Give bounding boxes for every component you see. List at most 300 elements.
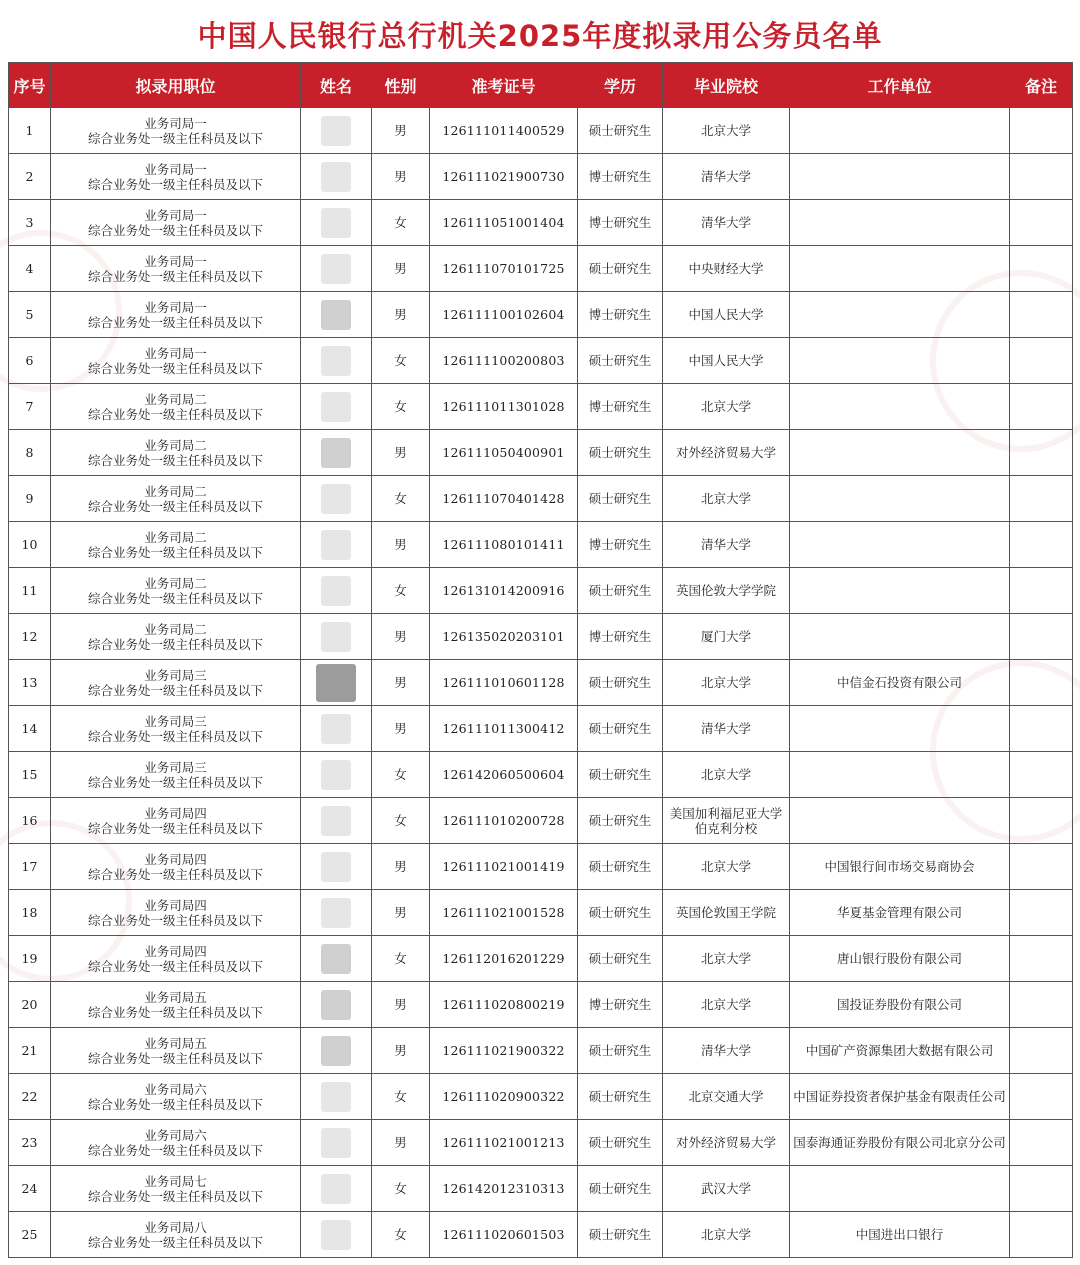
name-cell-redacted <box>301 1120 372 1166</box>
note-cell <box>1010 568 1073 614</box>
table-body <box>9 108 1073 1258</box>
col-header-ticket: 准考证号 <box>430 63 578 108</box>
employer-cell <box>790 430 1010 476</box>
position-dept: 业务司局二 <box>144 391 207 407</box>
position-cell <box>51 292 301 338</box>
name-cell-redacted <box>301 338 372 384</box>
table-row <box>9 614 1073 660</box>
position-cell <box>51 798 301 844</box>
school-cell: 中国人民大学 <box>663 292 790 338</box>
education-cell: 硕士研究生 <box>578 1028 663 1074</box>
table-row <box>9 752 1073 798</box>
redaction-blur <box>321 438 351 468</box>
position-title: 综合业务处一级主任科员及以下 <box>87 912 263 928</box>
gender-cell: 女 <box>372 1074 430 1120</box>
employer-cell: 中信金石投资有限公司 <box>790 660 1010 706</box>
name-cell-redacted <box>301 982 372 1028</box>
table-row <box>9 982 1073 1028</box>
ticket-number-cell: 126142060500604 <box>430 752 578 798</box>
position-dept: 业务司局七 <box>144 1173 207 1189</box>
ticket-number-cell: 126111021900730 <box>430 154 578 200</box>
ticket-number-cell: 126111021001419 <box>430 844 578 890</box>
position-dept: 业务司局二 <box>144 575 207 591</box>
position-dept: 业务司局四 <box>144 851 207 867</box>
position-dept: 业务司局一 <box>144 115 207 131</box>
note-cell <box>1010 936 1073 982</box>
gender-cell: 男 <box>372 108 430 154</box>
row-number: 7 <box>9 384 51 430</box>
ticket-number-cell: 126111100102604 <box>430 292 578 338</box>
employer-cell <box>790 1166 1010 1212</box>
row-number: 19 <box>9 936 51 982</box>
employer-cell: 国投证券股份有限公司 <box>790 982 1010 1028</box>
ticket-number-cell: 126111080101411 <box>430 522 578 568</box>
redaction-blur <box>321 162 351 192</box>
redaction-blur <box>321 990 351 1020</box>
gender-cell: 女 <box>372 1212 430 1258</box>
ticket-number-cell: 126142012310313 <box>430 1166 578 1212</box>
position-dept: 业务司局六 <box>144 1081 207 1097</box>
education-cell: 硕士研究生 <box>578 1212 663 1258</box>
col-header-position: 拟录用职位 <box>51 63 301 108</box>
ticket-number-cell: 126111021900322 <box>430 1028 578 1074</box>
position-title: 综合业务处一级主任科员及以下 <box>87 1050 263 1066</box>
gender-cell: 女 <box>372 752 430 798</box>
position-cell <box>51 338 301 384</box>
row-number: 4 <box>9 246 51 292</box>
gender-cell: 男 <box>372 844 430 890</box>
name-cell-redacted <box>301 246 372 292</box>
position-title: 综合业务处一级主任科员及以下 <box>87 268 263 284</box>
school-cell: 美国加利福尼亚大学伯克利分校 <box>663 798 790 844</box>
position-dept: 业务司局二 <box>144 483 207 499</box>
name-cell-redacted <box>301 476 372 522</box>
name-cell-redacted <box>301 844 372 890</box>
position-cell <box>51 706 301 752</box>
row-number: 5 <box>9 292 51 338</box>
gender-cell: 男 <box>372 706 430 752</box>
gender-cell: 女 <box>372 338 430 384</box>
position-title: 综合业务处一级主任科员及以下 <box>87 360 263 376</box>
employer-cell <box>790 384 1010 430</box>
employer-cell: 中国银行间市场交易商协会 <box>790 844 1010 890</box>
table-row <box>9 522 1073 568</box>
redaction-blur <box>321 760 351 790</box>
position-cell <box>51 430 301 476</box>
redaction-blur <box>316 664 356 702</box>
redaction-blur <box>321 484 351 514</box>
table-row <box>9 154 1073 200</box>
position-cell <box>51 154 301 200</box>
position-dept: 业务司局五 <box>144 989 207 1005</box>
name-cell-redacted <box>301 890 372 936</box>
employer-cell <box>790 154 1010 200</box>
position-dept: 业务司局三 <box>144 759 207 775</box>
note-cell <box>1010 1212 1073 1258</box>
position-title: 综合业务处一级主任科员及以下 <box>87 636 263 652</box>
education-cell: 博士研究生 <box>578 200 663 246</box>
position-title: 综合业务处一级主任科员及以下 <box>87 314 263 330</box>
row-number: 11 <box>9 568 51 614</box>
employer-cell <box>790 200 1010 246</box>
education-cell: 博士研究生 <box>578 384 663 430</box>
table-row <box>9 476 1073 522</box>
row-number: 9 <box>9 476 51 522</box>
position-dept: 业务司局六 <box>144 1127 207 1143</box>
position-title: 综合业务处一级主任科员及以下 <box>87 682 263 698</box>
redaction-blur <box>321 346 351 376</box>
col-header-school: 毕业院校 <box>663 63 790 108</box>
table-row <box>9 568 1073 614</box>
position-dept: 业务司局三 <box>144 667 207 683</box>
row-number: 14 <box>9 706 51 752</box>
ticket-number-cell: 126111051001404 <box>430 200 578 246</box>
row-number: 6 <box>9 338 51 384</box>
employer-cell: 中国矿产资源集团大数据有限公司 <box>790 1028 1010 1074</box>
school-cell: 清华大学 <box>663 200 790 246</box>
employer-cell <box>790 798 1010 844</box>
education-cell: 硕士研究生 <box>578 1074 663 1120</box>
education-cell: 硕士研究生 <box>578 568 663 614</box>
position-cell <box>51 246 301 292</box>
gender-cell: 男 <box>372 660 430 706</box>
table-row <box>9 844 1073 890</box>
education-cell: 硕士研究生 <box>578 798 663 844</box>
ticket-number-cell: 126131014200916 <box>430 568 578 614</box>
position-cell <box>51 890 301 936</box>
redaction-blur <box>321 714 351 744</box>
school-cell: 北京大学 <box>663 936 790 982</box>
gender-cell: 男 <box>372 522 430 568</box>
note-cell <box>1010 1166 1073 1212</box>
gender-cell: 男 <box>372 246 430 292</box>
position-dept: 业务司局一 <box>144 299 207 315</box>
position-title: 综合业务处一级主任科员及以下 <box>87 222 263 238</box>
gender-cell: 男 <box>372 292 430 338</box>
ticket-number-cell: 126111010601128 <box>430 660 578 706</box>
name-cell-redacted <box>301 1028 372 1074</box>
position-cell <box>51 982 301 1028</box>
row-number: 17 <box>9 844 51 890</box>
table-row <box>9 1212 1073 1258</box>
note-cell <box>1010 614 1073 660</box>
ticket-number-cell: 126111021001528 <box>430 890 578 936</box>
education-cell: 硕士研究生 <box>578 844 663 890</box>
education-cell: 博士研究生 <box>578 982 663 1028</box>
ticket-number-cell: 126111011300412 <box>430 706 578 752</box>
school-cell: 北京交通大学 <box>663 1074 790 1120</box>
note-cell <box>1010 292 1073 338</box>
table-row <box>9 706 1073 752</box>
redaction-blur <box>321 208 351 238</box>
position-dept: 业务司局二 <box>144 437 207 453</box>
employer-cell: 中国证券投资者保护基金有限责任公司 <box>790 1074 1010 1120</box>
ticket-number-cell: 126111010200728 <box>430 798 578 844</box>
education-cell: 硕士研究生 <box>578 936 663 982</box>
position-cell <box>51 614 301 660</box>
name-cell-redacted <box>301 614 372 660</box>
name-cell-redacted <box>301 706 372 752</box>
row-number: 12 <box>9 614 51 660</box>
ticket-number-cell: 126111050400901 <box>430 430 578 476</box>
col-header-gender: 性别 <box>372 63 430 108</box>
education-cell: 硕士研究生 <box>578 108 663 154</box>
note-cell <box>1010 752 1073 798</box>
employer-cell <box>790 568 1010 614</box>
school-cell: 北京大学 <box>663 1212 790 1258</box>
table-row <box>9 798 1073 844</box>
note-cell <box>1010 982 1073 1028</box>
position-title: 综合业务处一级主任科员及以下 <box>87 866 263 882</box>
school-cell: 英国伦敦大学学院 <box>663 568 790 614</box>
employer-cell <box>790 338 1010 384</box>
employer-cell <box>790 476 1010 522</box>
name-cell-redacted <box>301 1212 372 1258</box>
name-cell-redacted <box>301 660 372 706</box>
position-title: 综合业务处一级主任科员及以下 <box>87 452 263 468</box>
table-row <box>9 1028 1073 1074</box>
gender-cell: 女 <box>372 568 430 614</box>
name-cell-redacted <box>301 430 372 476</box>
note-cell <box>1010 1028 1073 1074</box>
ticket-number-cell: 126111011301028 <box>430 384 578 430</box>
table-row <box>9 246 1073 292</box>
position-cell <box>51 384 301 430</box>
note-cell <box>1010 798 1073 844</box>
header-row <box>9 63 1073 108</box>
position-cell <box>51 1166 301 1212</box>
school-cell: 清华大学 <box>663 1028 790 1074</box>
position-cell <box>51 1120 301 1166</box>
school-cell: 北京大学 <box>663 476 790 522</box>
position-title: 综合业务处一级主任科员及以下 <box>87 1142 263 1158</box>
position-cell <box>51 200 301 246</box>
col-header-note: 备注 <box>1010 63 1073 108</box>
gender-cell: 女 <box>372 200 430 246</box>
row-number: 18 <box>9 890 51 936</box>
employer-cell <box>790 292 1010 338</box>
redaction-blur <box>321 1174 351 1204</box>
position-title: 综合业务处一级主任科员及以下 <box>87 1188 263 1204</box>
position-title: 综合业务处一级主任科员及以下 <box>87 1096 263 1112</box>
row-number: 21 <box>9 1028 51 1074</box>
redaction-blur <box>321 392 351 422</box>
row-number: 24 <box>9 1166 51 1212</box>
note-cell <box>1010 1120 1073 1166</box>
ticket-number-cell: 126111100200803 <box>430 338 578 384</box>
redaction-blur <box>321 116 351 146</box>
position-title: 综合业务处一级主任科员及以下 <box>87 498 263 514</box>
school-cell: 北京大学 <box>663 752 790 798</box>
school-cell: 英国伦敦国王学院 <box>663 890 790 936</box>
employer-cell <box>790 752 1010 798</box>
school-cell: 中央财经大学 <box>663 246 790 292</box>
position-cell <box>51 522 301 568</box>
school-cell: 对外经济贸易大学 <box>663 430 790 476</box>
ticket-number-cell: 126112016201229 <box>430 936 578 982</box>
position-title: 综合业务处一级主任科员及以下 <box>87 130 263 146</box>
position-cell <box>51 660 301 706</box>
school-cell: 清华大学 <box>663 154 790 200</box>
note-cell <box>1010 338 1073 384</box>
school-cell: 清华大学 <box>663 706 790 752</box>
redaction-blur <box>321 1082 351 1112</box>
ticket-number-cell: 126111021001213 <box>430 1120 578 1166</box>
note-cell <box>1010 1074 1073 1120</box>
education-cell: 硕士研究生 <box>578 338 663 384</box>
employer-cell <box>790 706 1010 752</box>
employer-cell <box>790 108 1010 154</box>
school-cell: 北京大学 <box>663 384 790 430</box>
redaction-blur <box>321 944 351 974</box>
position-title: 综合业务处一级主任科员及以下 <box>87 1004 263 1020</box>
row-number: 22 <box>9 1074 51 1120</box>
school-cell: 北京大学 <box>663 844 790 890</box>
education-cell: 博士研究生 <box>578 292 663 338</box>
table-row <box>9 1166 1073 1212</box>
ticket-number-cell: 126111020601503 <box>430 1212 578 1258</box>
note-cell <box>1010 246 1073 292</box>
name-cell-redacted <box>301 292 372 338</box>
position-cell <box>51 844 301 890</box>
gender-cell: 女 <box>372 1166 430 1212</box>
redaction-blur <box>321 806 351 836</box>
position-cell <box>51 936 301 982</box>
school-cell: 北京大学 <box>663 982 790 1028</box>
employer-cell <box>790 614 1010 660</box>
row-number: 20 <box>9 982 51 1028</box>
position-cell <box>51 108 301 154</box>
gender-cell: 女 <box>372 384 430 430</box>
row-number: 13 <box>9 660 51 706</box>
redaction-blur <box>321 1036 351 1066</box>
note-cell <box>1010 660 1073 706</box>
col-header-name: 姓名 <box>301 63 372 108</box>
note-cell <box>1010 476 1073 522</box>
table-row <box>9 890 1073 936</box>
position-cell <box>51 568 301 614</box>
school-cell: 武汉大学 <box>663 1166 790 1212</box>
position-dept: 业务司局一 <box>144 207 207 223</box>
redaction-blur <box>321 898 351 928</box>
redaction-blur <box>321 300 351 330</box>
table-row <box>9 430 1073 476</box>
education-cell: 硕士研究生 <box>578 1166 663 1212</box>
school-cell: 清华大学 <box>663 522 790 568</box>
note-cell <box>1010 108 1073 154</box>
employer-cell: 中国进出口银行 <box>790 1212 1010 1258</box>
row-number: 15 <box>9 752 51 798</box>
education-cell: 硕士研究生 <box>578 1120 663 1166</box>
ticket-number-cell: 126135020203101 <box>430 614 578 660</box>
name-cell-redacted <box>301 752 372 798</box>
position-dept: 业务司局五 <box>144 1035 207 1051</box>
position-cell <box>51 476 301 522</box>
position-dept: 业务司局四 <box>144 805 207 821</box>
row-number: 3 <box>9 200 51 246</box>
table-row <box>9 1120 1073 1166</box>
position-dept: 业务司局一 <box>144 345 207 361</box>
row-number: 25 <box>9 1212 51 1258</box>
name-cell-redacted <box>301 1074 372 1120</box>
position-title: 综合业务处一级主任科员及以下 <box>87 590 263 606</box>
table-row <box>9 384 1073 430</box>
position-dept: 业务司局三 <box>144 713 207 729</box>
education-cell: 硕士研究生 <box>578 430 663 476</box>
ticket-number-cell: 126111020900322 <box>430 1074 578 1120</box>
education-cell: 硕士研究生 <box>578 246 663 292</box>
employer-cell: 国泰海通证券股份有限公司北京分公司 <box>790 1120 1010 1166</box>
position-dept: 业务司局二 <box>144 621 207 637</box>
position-title: 综合业务处一级主任科员及以下 <box>87 1234 263 1250</box>
roster-table <box>8 62 1073 1258</box>
note-cell <box>1010 844 1073 890</box>
education-cell: 硕士研究生 <box>578 476 663 522</box>
position-title: 综合业务处一级主任科员及以下 <box>87 820 263 836</box>
education-cell: 硕士研究生 <box>578 660 663 706</box>
table-row <box>9 108 1073 154</box>
position-title: 综合业务处一级主任科员及以下 <box>87 176 263 192</box>
name-cell-redacted <box>301 936 372 982</box>
gender-cell: 男 <box>372 430 430 476</box>
school-cell: 中国人民大学 <box>663 338 790 384</box>
note-cell <box>1010 200 1073 246</box>
note-cell <box>1010 890 1073 936</box>
name-cell-redacted <box>301 1166 372 1212</box>
redaction-blur <box>321 1220 351 1250</box>
col-header-education: 学历 <box>578 63 663 108</box>
ticket-number-cell: 126111011400529 <box>430 108 578 154</box>
gender-cell: 女 <box>372 476 430 522</box>
gender-cell: 女 <box>372 936 430 982</box>
position-title: 综合业务处一级主任科员及以下 <box>87 406 263 422</box>
education-cell: 硕士研究生 <box>578 706 663 752</box>
name-cell-redacted <box>301 384 372 430</box>
ticket-number-cell: 126111070401428 <box>430 476 578 522</box>
note-cell <box>1010 384 1073 430</box>
table-row <box>9 200 1073 246</box>
redaction-blur <box>321 530 351 560</box>
gender-cell: 男 <box>372 1120 430 1166</box>
position-title: 综合业务处一级主任科员及以下 <box>87 728 263 744</box>
note-cell <box>1010 154 1073 200</box>
note-cell <box>1010 430 1073 476</box>
note-cell <box>1010 706 1073 752</box>
name-cell-redacted <box>301 798 372 844</box>
ticket-number-cell: 126111070101725 <box>430 246 578 292</box>
name-cell-redacted <box>301 108 372 154</box>
position-title: 综合业务处一级主任科员及以下 <box>87 774 263 790</box>
name-cell-redacted <box>301 154 372 200</box>
name-cell-redacted <box>301 568 372 614</box>
redaction-blur <box>321 852 351 882</box>
education-cell: 博士研究生 <box>578 522 663 568</box>
position-cell <box>51 1074 301 1120</box>
table-row <box>9 338 1073 384</box>
col-header-employer: 工作单位 <box>790 63 1010 108</box>
position-cell <box>51 1028 301 1074</box>
education-cell: 硕士研究生 <box>578 890 663 936</box>
school-cell: 厦门大学 <box>663 614 790 660</box>
position-cell <box>51 752 301 798</box>
table-row <box>9 292 1073 338</box>
ticket-number-cell: 126111020800219 <box>430 982 578 1028</box>
position-dept: 业务司局四 <box>144 943 207 959</box>
position-dept: 业务司局八 <box>144 1219 207 1235</box>
position-dept: 业务司局四 <box>144 897 207 913</box>
employer-cell <box>790 522 1010 568</box>
gender-cell: 男 <box>372 1028 430 1074</box>
